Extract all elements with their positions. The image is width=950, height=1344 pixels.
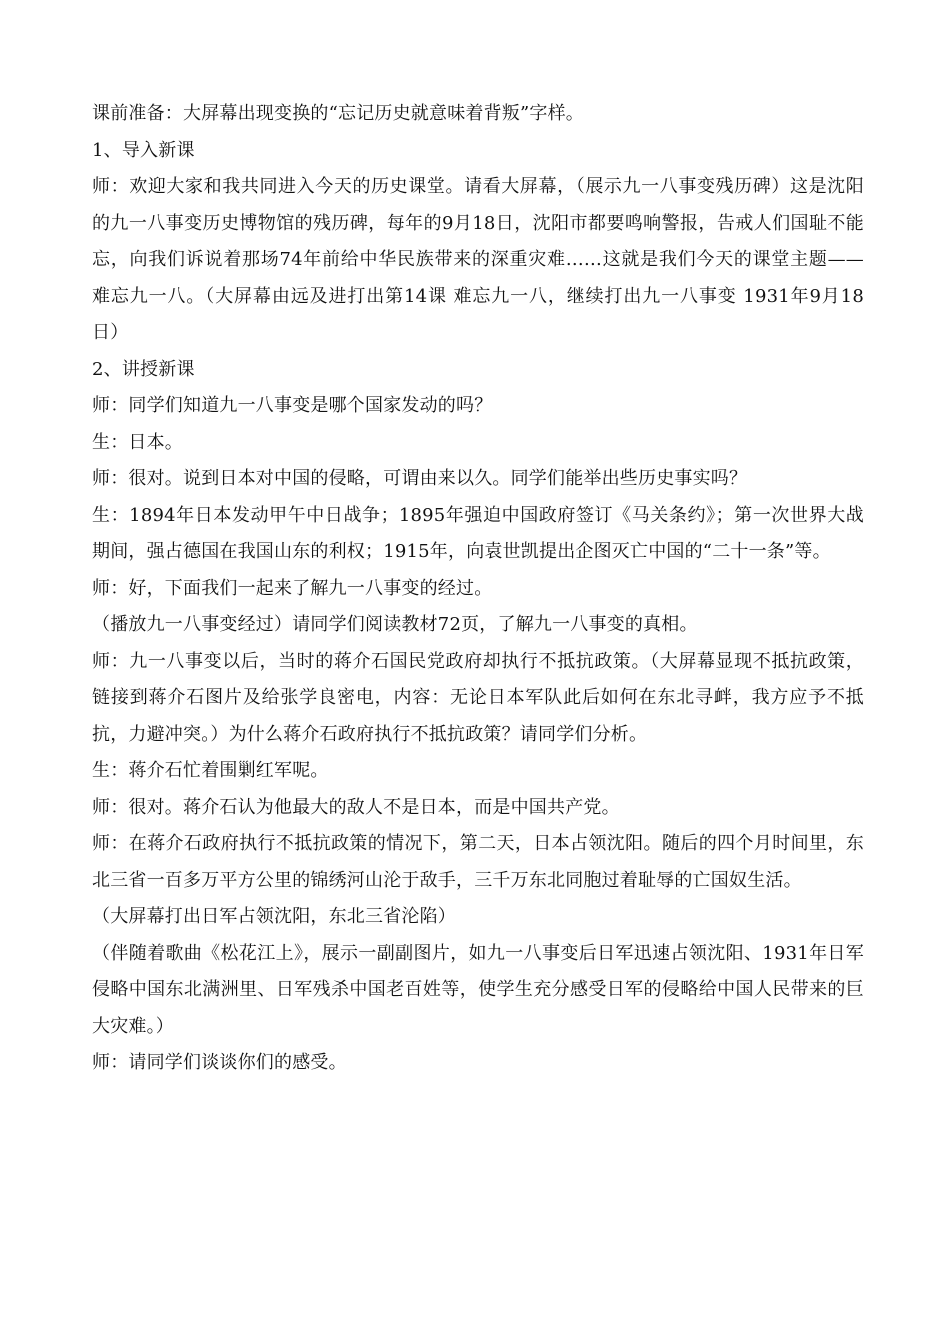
teacher-statement-paragraph: 师：在蒋介石政府执行不抵抗政策的情况下，第二天，日本占领沈阳。随后的四个月时间里，东北三省一百多万平方公里的锦绣河山沦于敌手，三千万东北同胞过着耻辱的亡国奴生活。 <box>92 833 864 891</box>
activity-paragraph: （伴随着歌曲《松花江上》，展示一副副图片，如九一八事变后日军迅速占领沈阳、1931年日军侵略中国东北满洲里、日军残杀中国老百姓等，使学生充分感受日军的侵略给中国人民带来的巨大灾难。） <box>92 942 864 1037</box>
section-heading-teaching: 2、讲授新课 <box>92 358 195 380</box>
prep-paragraph: 课前准备：大屏幕出现变换的“忘记历史就意味着背叛”字样。 <box>92 103 585 124</box>
teacher-intro-paragraph: 师：欢迎大家和我共同进入今天的历史课堂。请看大屏幕，（展示九一八事变残历碑）这是沈阳的九一八事变历史博物馆的残历碑，每年的9月18日，沈阳市都要鸣响警报，告戒人们国耻不能忘，向我们诉说着那场74年前给中华民族带来的深重灾难……这就是我们今天的课堂主题—— 难忘九一八。（大屏幕由远及进打出第14课 难忘九一八，继续打出九一八事变 1931年9月18日） <box>92 176 864 343</box>
student-answer-paragraph: 生：1894年日本发动甲午中日战争；1895年强迫中国政府签订《马关条约》；第一次世界大战期间，强占德国在我国山东的利权；1915年，向袁世凯提出企图灭亡中国的“二十一条”等。 <box>92 504 864 562</box>
section-heading-intro: 1、导入新课 <box>92 139 195 161</box>
teacher-question-paragraph: 师：请同学们谈谈你们的感受。 <box>92 1052 347 1073</box>
activity-paragraph: （播放九一八事变经过）请同学们阅读教材72页，了解九一八事变的真相。 <box>92 614 698 635</box>
teacher-statement-paragraph: 师：很对。蒋介石认为他最大的敌人不是日本，而是中国共产党。 <box>92 796 620 818</box>
teacher-question-paragraph: 师：很对。说到日本对中国的侵略，可谓由来以久。同学们能举出些历史事实吗？ <box>92 468 748 489</box>
lesson-text <box>92 96 864 1082</box>
student-answer-paragraph: 生：日本。 <box>92 431 183 453</box>
student-answer-paragraph: 生：蒋介石忙着围剿红军呢。 <box>92 760 329 781</box>
teacher-question-paragraph: 师：同学们知道九一八事变是哪个国家发动的吗？ <box>92 395 493 416</box>
teacher-statement-paragraph: 师：好，下面我们一起来了解九一八事变的经过。 <box>92 577 493 599</box>
teacher-statement-paragraph: 师：九一八事变以后，当时的蒋介石国民党政府却执行不抵抗政策。（大屏幕显现不抵抗政策，链接到蒋介石图片及给张学良密电，内容：无论日本军队此后如何在东北寻衅，我方应予不抵抗，力避冲突。）为什么蒋介石政府执行不抵抗政策？请同学们分析。 <box>92 650 864 745</box>
activity-paragraph: （大屏幕打出日军占领沈阳，东北三省沦陷） <box>92 906 456 927</box>
